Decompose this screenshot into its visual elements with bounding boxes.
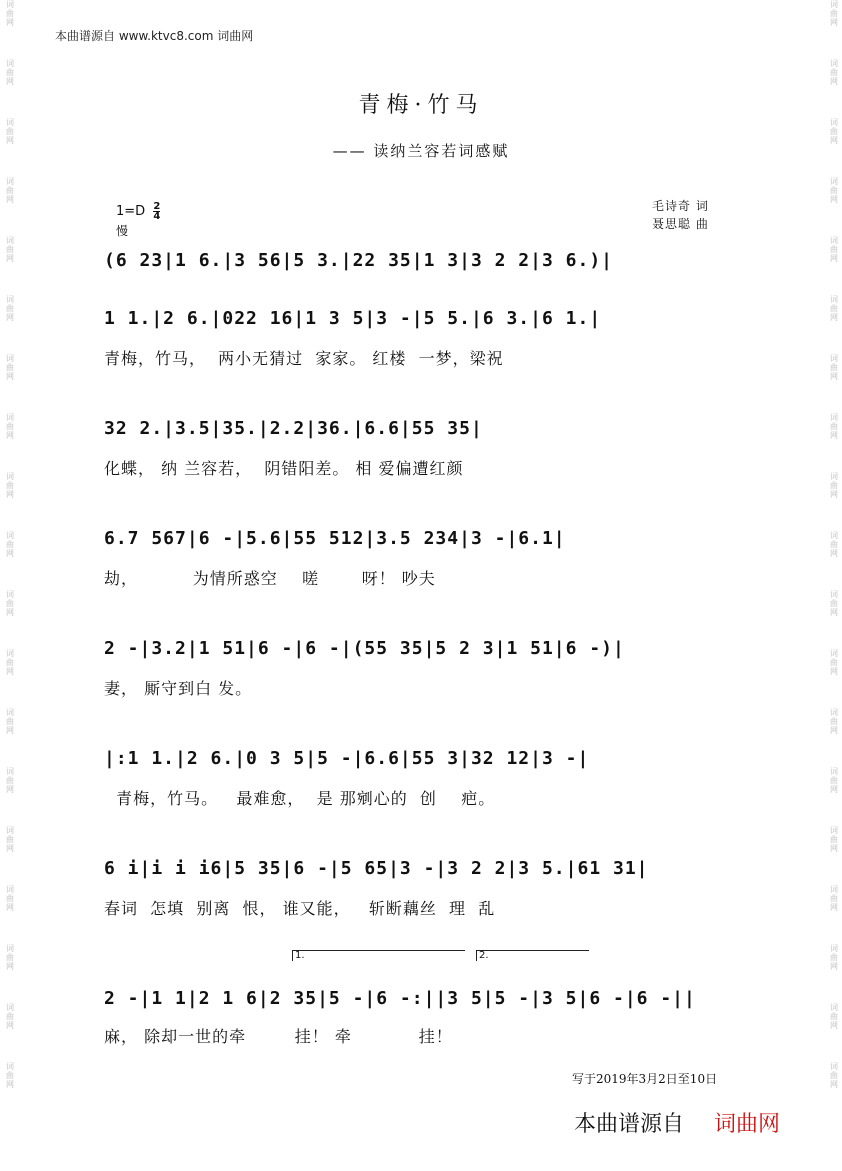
watermark-text: 词 曲 网	[6, 1003, 14, 1030]
score-line-7-lyrics: 春词 怎填 别离 恨， 谁又能， 斩断藕丝 理 乱	[104, 899, 496, 918]
watermark-text: 词 曲 网	[830, 1003, 838, 1030]
watermark-text: 词 曲 网	[830, 118, 838, 145]
score-line-3-lyrics: 化蝶， 纳 兰容若， 阴错阳差。 相 爱偏遭红颜	[104, 459, 464, 478]
song-subtitle: —— 读纳兰容若词感赋	[332, 142, 510, 160]
watermark-text: 词 曲 网	[830, 236, 838, 263]
watermark-text: 词 曲 网	[830, 885, 838, 912]
score-line-4-notes: 6.7 567|6 -|5.6|55 512|3.5 234|3 -|6.1|	[104, 528, 566, 549]
score-line-4-lyrics: 劫， 为情所惑空 嗟 呀！ 吵夫	[104, 569, 436, 588]
watermark-text: 词 曲 网	[6, 826, 14, 853]
watermark-text: 词 曲 网	[6, 0, 14, 27]
watermark-text: 词 曲 网	[6, 177, 14, 204]
watermark-text: 词 曲 网	[6, 354, 14, 381]
watermark-column-right	[826, 0, 842, 1121]
volta-first: 1.	[292, 950, 465, 961]
source-header: 本曲谱源自 www.ktvc8.com 词曲网	[55, 29, 254, 43]
watermark-text: 词 曲 网	[830, 1062, 838, 1089]
watermark-text: 词 曲 网	[6, 708, 14, 735]
song-title: 青梅·竹马	[358, 93, 484, 118]
tempo-marking: 慢	[116, 224, 129, 238]
watermark-text: 词 曲 网	[6, 295, 14, 322]
time-bottom: 4	[153, 211, 161, 222]
watermark-text: 词 曲 网	[6, 472, 14, 499]
watermark-text: 词 曲 网	[830, 708, 838, 735]
watermark-text: 词 曲 网	[830, 295, 838, 322]
watermark-text: 词 曲 网	[830, 59, 838, 86]
watermark-text: 词 曲 网	[6, 649, 14, 676]
watermark-text: 词 曲 网	[830, 649, 838, 676]
key-label: 1=D	[116, 204, 146, 219]
watermark-column-left	[2, 0, 18, 1121]
watermark-text: 词 曲 网	[830, 826, 838, 853]
score-line-1-notes: (6 23|1 6.|3 56|5 3.|22 35|1 3|3 2 2|3 6.)|	[104, 250, 613, 271]
watermark-text: 词 曲 网	[830, 0, 838, 27]
watermark-text: 词 曲 网	[830, 590, 838, 617]
lyricist-credit: 毛诗奇 词	[652, 199, 709, 213]
watermark-text: 词 曲 网	[830, 354, 838, 381]
watermark-text: 词 曲 网	[6, 885, 14, 912]
composer-credit: 聂思聪 曲	[652, 217, 709, 231]
score-line-6-lyrics: 青梅，竹马。 最难愈， 是 那剜心的 创 疤。	[104, 789, 496, 808]
score-line-5-notes: 2 -|3.2|1 51|6 -|6 -|(55 35|5 2 3|1 51|6 -)|	[104, 638, 625, 659]
key-signature	[116, 202, 160, 221]
score-line-6-notes: |:1 1.|2 6.|0 3 5|5 -|6.6|55 3|32 12|3 -|	[104, 748, 590, 769]
watermark-text: 词 曲 网	[6, 590, 14, 617]
score-line-5-lyrics: 妻， 厮守到白 发。	[104, 679, 253, 698]
composition-date: 写于2019年3月2日至10日	[572, 1072, 718, 1086]
time-signature	[153, 202, 160, 221]
watermark-text: 词 曲 网	[6, 1062, 14, 1089]
score-line-2-notes: 1 1.|2 6.|022 16|1 3 5|3 -|5 5.|6 3.|6 1.|	[104, 308, 602, 329]
watermark-text: 词 曲 网	[830, 531, 838, 558]
score-line-8-notes: 2 -|1 1|2 1 6|2 35|5 -|6 -:||3 5|5 -|3 5|6 -|6 -||	[104, 988, 696, 1009]
watermark-text: 词 曲 网	[830, 177, 838, 204]
watermark-text: 词 曲 网	[830, 413, 838, 440]
watermark-text: 词 曲 网	[6, 531, 14, 558]
watermark-text: 词 曲 网	[6, 413, 14, 440]
watermark-text: 词 曲 网	[6, 59, 14, 86]
watermark-text: 词 曲 网	[6, 118, 14, 145]
watermark-text: 词 曲 网	[6, 236, 14, 263]
watermark-text: 词 曲 网	[6, 944, 14, 971]
volta-second: 2.	[476, 950, 589, 961]
watermark-text: 词 曲 网	[830, 767, 838, 794]
watermark-text: 词 曲 网	[830, 944, 838, 971]
watermark-text: 词 曲 网	[830, 472, 838, 499]
score-line-2-lyrics: 青梅，竹马， 两小无猜过 家家。 红楼 一梦，梁祝	[104, 349, 504, 368]
score-line-7-notes: 6 i|i i i6|5 35|6 -|5 65|3 -|3 2 2|3 5.|61 31|	[104, 858, 649, 879]
watermark-text: 词 曲 网	[6, 767, 14, 794]
footer-source-label: 本曲谱源自	[574, 1112, 685, 1137]
score-line-8-lyrics: 麻， 除却一世的牵 挂！ 牵 挂！	[104, 1027, 453, 1046]
time-top: 2	[153, 201, 161, 212]
footer-site-name: 词曲网	[714, 1112, 781, 1137]
score-line-3-notes: 32 2.|3.5|35.|2.2|36.|6.6|55 35|	[104, 418, 483, 439]
